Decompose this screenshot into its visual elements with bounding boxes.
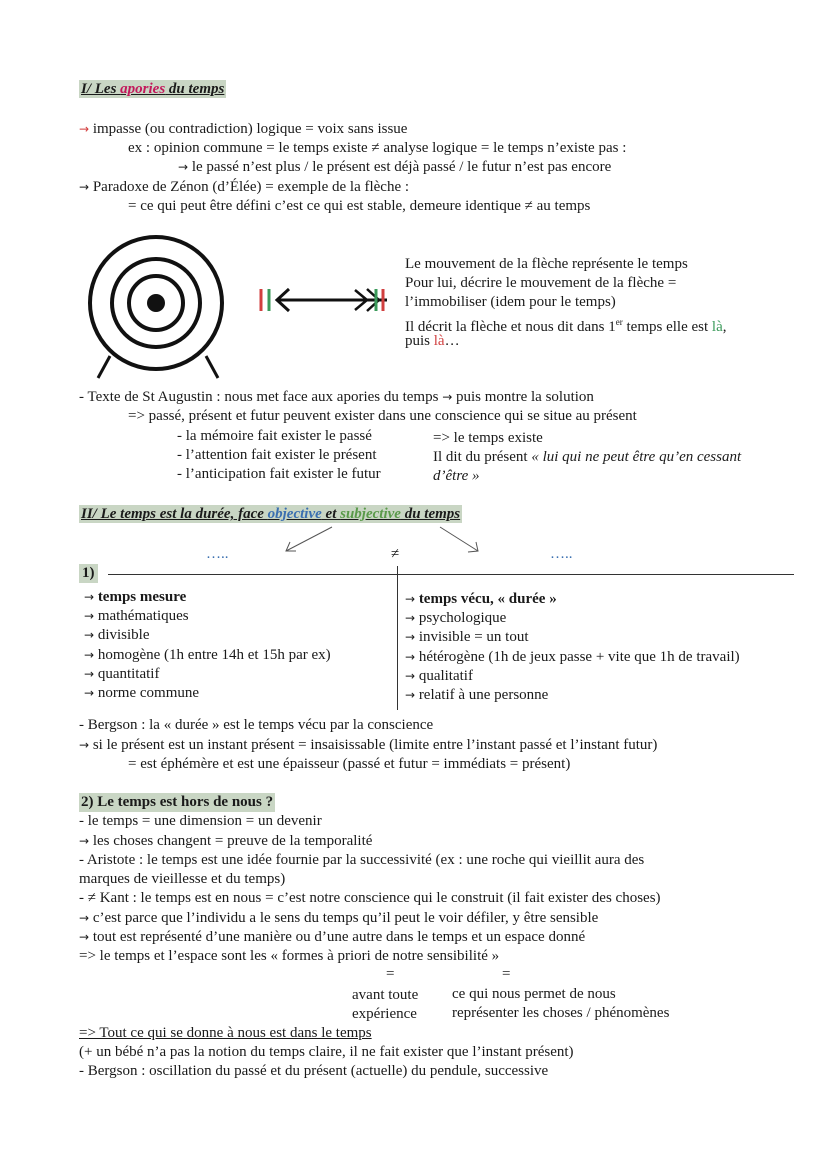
right-item: → invisible = un tout	[405, 629, 529, 645]
ce-line-2: représenter les choses / phénomènes	[452, 1005, 670, 1021]
arrow-icon: →	[84, 648, 95, 662]
arrow-icon: →	[79, 911, 90, 925]
line-augustin: - Texte de St Augustin : nous met face aux apories du temps → puis montre la solution	[79, 389, 594, 405]
line-aristote-cont: marques de vieillesse et du temps)	[79, 871, 286, 887]
dots-left: …..	[206, 546, 229, 562]
line-temps-existe: => le temps existe	[433, 430, 543, 446]
subsection-number: 1)	[79, 564, 98, 583]
arrow-icon: →	[442, 390, 453, 404]
arrow-icon: →	[84, 686, 95, 700]
line-bergson-duree: - Bergson : la « durée » est le temps vécu par la conscience	[79, 717, 434, 733]
arrow-icon: →	[178, 160, 189, 174]
right-item: → qualitatif	[405, 668, 473, 684]
arrow-icon: →	[84, 590, 95, 604]
arrow-icon: →	[79, 122, 90, 136]
column-divider	[397, 566, 398, 710]
arrow-icon: →	[79, 834, 90, 848]
equals-sign: =	[502, 966, 511, 982]
ce-line-1: ce qui nous permet de nous	[452, 986, 616, 1002]
avant-line-2: expérience	[352, 1006, 417, 1022]
line-present-instant: → si le présent est un instant présent = insaisissable (limite entre l’instant passé et l’instant futur)	[79, 737, 658, 753]
right-item: → hétérogène (1h de jeux passe + vite que 1h de travail)	[405, 649, 740, 665]
line-conscience: => passé, présent et futur peuvent exister dans une conscience qui se situe au présent	[128, 408, 637, 424]
line-quote-end: d’être »	[433, 468, 480, 484]
line-impasse: → impasse (ou contradiction) logique = voix sans issue	[79, 121, 408, 137]
section2-title: II/ Le temps est la durée, face objective et subjective du temps	[81, 506, 461, 522]
line-example: ex : opinion commune = le temps existe ≠ analyse logique = le temps n’existe pas :	[128, 140, 627, 156]
title-text: du temps	[165, 81, 225, 97]
line-defini: = ce qui peut être défini c’est ce qui est stable, demeure identique ≠ au temps	[128, 198, 591, 214]
neq-sign: ≠	[391, 546, 400, 562]
arrow-icon: →	[405, 611, 416, 625]
subsection2-heading: 2) Le temps est hors de nous ?	[81, 794, 274, 810]
line-bebe: (+ un bébé n’a pas la notion du temps claire, il ne fait exister que l’instant présent)	[79, 1044, 574, 1060]
arrow-icon: →	[79, 180, 90, 194]
line-passe: → le passé n’est plus / le présent est déjà passé / le futur n’est pas encore	[178, 159, 612, 175]
equals-sign: =	[386, 966, 395, 982]
right-item: → relatif à une personne	[405, 687, 549, 703]
list-item: - l’attention fait exister le présent	[177, 447, 377, 463]
arrow-icon: →	[405, 630, 416, 644]
list-item: - la mémoire fait exister le passé	[177, 428, 372, 444]
title-text: I/ Les	[81, 81, 121, 97]
note-line-2: Pour lui, décrire le mouvement de la flèche =	[405, 275, 677, 291]
line-dimension: - le temps = une dimension = un devenir	[79, 813, 322, 829]
left-item: → homogène (1h entre 14h et 15h par ex)	[84, 647, 331, 663]
line-zenon: → Paradoxe de Zénon (d’Élée) = exemple de la flèche :	[79, 179, 410, 195]
arrow-icon: →	[405, 688, 416, 702]
arrow-icon: →	[84, 667, 95, 681]
target-icon	[84, 228, 236, 383]
dots-right: …..	[550, 546, 573, 562]
left-item: → norme commune	[84, 685, 200, 701]
arrow-icon: →	[79, 930, 90, 944]
line-tout-temps: => Tout ce qui se donne à nous est dans le temps	[79, 1025, 372, 1041]
line-aristote: - Aristote : le temps est une idée fournie par la successivité (ex : une roche qui vieillit aura des	[79, 852, 645, 868]
note-line-1: Le mouvement de la flèche représente le temps	[405, 256, 688, 272]
arrow-icon: →	[405, 669, 416, 683]
arrow-icon: →	[84, 628, 95, 642]
line-individu: → c’est parce que l’individu a le sens du temps qu’il peut le voir défiler, y être sensible	[79, 910, 599, 926]
list-item: - l’anticipation fait exister le futur	[177, 466, 381, 482]
left-item: → mathématiques	[84, 608, 189, 624]
arrow-icon: →	[79, 738, 90, 752]
note-line-5: puis là…	[405, 333, 460, 349]
note-line-3: l’immobiliser (idem pour le temps)	[405, 294, 616, 310]
line-present-quote: Il dit du présent « lui qui ne peut être qu’en cessant	[433, 449, 742, 465]
left-item: → quantitatif	[84, 666, 160, 682]
left-item: → divisible	[84, 627, 150, 643]
right-item: → psychologique	[405, 610, 507, 626]
branch-arrows-icon	[280, 523, 490, 555]
arrow-icon: →	[84, 609, 95, 623]
arrow-illustration-icon	[255, 286, 395, 314]
avant-line-1: avant toute	[352, 987, 419, 1003]
line-choses-changent: → les choses changent = preuve de la temporalité	[79, 833, 373, 849]
line-bergson-pendule: - Bergson : oscillation du passé et du présent (actuelle) du pendule, successive	[79, 1063, 549, 1079]
title-highlight-word: apories	[120, 81, 166, 97]
divider	[108, 574, 794, 575]
line-ephemere: = est éphémère et est une épaisseur (passé et futur = immédiats = présent)	[128, 756, 571, 772]
arrow-icon: →	[405, 650, 416, 664]
note-line-4: Il décrit la flèche et nous dit dans 1er temps elle est là,	[405, 317, 727, 335]
line-kant: - ≠ Kant : le temps est en nous = c’est notre conscience qui le construit (il fait exister des choses)	[79, 890, 661, 906]
left-item: → temps mesure	[84, 589, 187, 605]
section1-title	[79, 80, 226, 99]
arrow-icon: →	[405, 592, 416, 606]
line-formes: => le temps et l’espace sont les « formes à priori de notre sensibilité »	[79, 948, 500, 964]
right-item: → temps vécu, « durée »	[405, 591, 557, 607]
line-represente: → tout est représenté d’une manière ou d’une autre dans le temps et un espace donné	[79, 929, 586, 945]
